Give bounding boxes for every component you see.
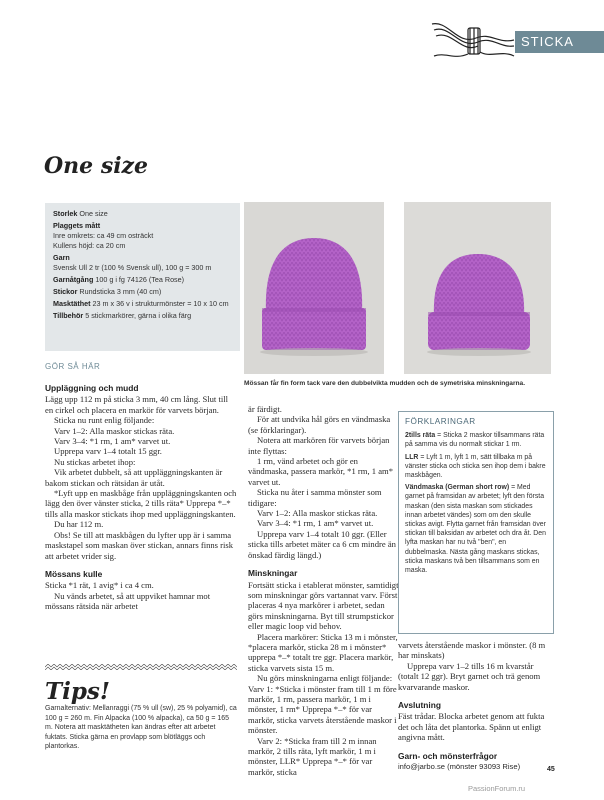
value: Inre omkrets: ca 49 cm osträckt	[53, 231, 154, 240]
paragraph: Sticka nu åter i samma mönster som tidigare:	[248, 487, 382, 508]
page-number: 45	[547, 766, 555, 773]
paragraph: Upprepa varv 1–4 totalt 15 ggr.	[54, 446, 162, 457]
hat-photo-side	[404, 202, 551, 374]
paragraph: Varv 3–4: *1 rm, 1 am* varvet ut.	[54, 436, 171, 447]
label: Tillbehör	[53, 311, 84, 320]
column-2	[248, 404, 400, 777]
paragraph: Upprepa varv 1–2 tills 16 m kvarstår (totalt 12 ggr). Bryt garnet och trä genom kvarvarande maskor.	[398, 660, 541, 692]
column-3	[398, 640, 554, 772]
paragraph: Fortsätt sticka i etablerat mönster, samtidigt som minskningar görs vartannat varv. Först placeras 4 nya markörer i arbetet, sedan görs minskningarna. Byt till strumpstickor eller magic loop vid behov.	[248, 579, 399, 632]
definition: = Sticka 2 maskor tillsammans räta på samma vis du normalt stickar 1 rm.	[405, 432, 545, 449]
label: Stickor	[53, 287, 78, 296]
paragraph: är färdigt.	[248, 404, 282, 414]
watermark: PassionForum.ru	[468, 784, 526, 793]
size-title: One size	[44, 153, 149, 179]
photo-caption: Mössan får fin form tack vare den dubbelvikta mudden och de symetriska minskningarna.	[244, 380, 526, 387]
definition: = Lyft 1 m, lyft 1 m, sätt tillbaka m på vänster sticka och sticka sen ihop dem i bakre maskbågen.	[405, 453, 546, 480]
paragraph: Notera att markören för varvets början inte flyttas:	[248, 435, 390, 456]
tips-title: Tips!	[45, 678, 110, 705]
explanations-box	[398, 411, 554, 634]
zigzag-divider	[45, 664, 237, 670]
value: Kullens höjd: ca 20 cm	[53, 241, 126, 250]
materials-box	[45, 203, 240, 351]
paragraph: Varv 1–2: Alla maskor stickas räta.	[257, 508, 378, 519]
paragraph: Placera markörer: Sticka 13 m i mönster, *placera markör, sticka 28 m i mönster* upprepa *–* totalt tre ggr. Placera markör, sticka varvets sista 15 m.	[248, 631, 398, 673]
term: 2tills räta	[405, 432, 436, 440]
paragraph: *Lyft upp en maskbåge från uppläggningskanten och lägg den över vänster sticka, 2 tills räta* Upprepa *–* tills alla maskor stickats ihop med uppläggningskanten.	[45, 488, 237, 519]
paragraph: Varv 3–4: *1 rm, 1 am* varvet ut.	[257, 518, 374, 529]
value: One size	[79, 209, 108, 218]
value: Svensk Ull 2 tr (100 % Svensk ull), 100 g = 300 m	[53, 263, 212, 272]
label: Garn	[53, 253, 70, 262]
section-heading: Garn- och mönsterfrågor	[398, 750, 498, 761]
term: Vändmaska (German short row)	[405, 484, 510, 492]
paragraph: Varv 2: *Sticka fram till 2 m innan markör, 2 tills räta, lyft markör, 1 m i mönster, LLR* Upprepa *–* för var markör, sticka	[248, 735, 377, 777]
label: Masktäthet	[53, 299, 91, 308]
paragraph: Varv 1: *Sticka i mönster fram till 1 m före markör, 1 rm, passera markör, 1 m i mönster, 1 rm* Upprepa *–* för var markör, sticka varvets återstående maskor i mönster.	[248, 683, 397, 736]
section-heading: Mössans kulle	[45, 568, 103, 579]
section-heading: Minskningar	[248, 568, 298, 579]
instructions-heading: GÖR SÅ HÄR	[45, 362, 101, 371]
paragraph: Fäst trådar. Blocka arbetet genom att fukta det och låta det plantorka. Spänn ut enligt angivna mått.	[398, 711, 545, 743]
paragraph: Nu görs minskningarna enligt följande:	[257, 673, 393, 684]
paragraph: Varv 1–2: Alla maskor stickas räta.	[54, 425, 175, 436]
explanations-title: FÖRKLARINGAR	[405, 417, 476, 426]
paragraph: Sticka *1 rät, 1 avig* i ca 4 cm.	[45, 580, 154, 591]
section-tag: STICKA	[515, 31, 604, 53]
paragraph: Vik arbetet dubbelt, så att uppläggningskanten är bakom stickan och rätsidan är utåt.	[45, 467, 223, 488]
contact-info: info@jarbo.se (mönster 93093 Rise)	[398, 762, 521, 772]
paragraph: Sticka nu runt enlig följande:	[54, 415, 155, 426]
paragraph: Upprepa varv 1–4 totalt 10 ggr. (Eller sticka tills arbetet mäter ca 6 cm mindre än önskad färdig längd.)	[248, 528, 396, 560]
paragraph: För att undvika hål görs en vändmaska (se förklaringar).	[248, 414, 391, 435]
section-heading: Uppläggning och mudd	[45, 383, 139, 393]
paragraph: Nu stickas arbetet ihop:	[54, 456, 136, 467]
value: Rundsticka 3 mm (40 cm)	[79, 287, 162, 296]
hat-photo-front	[244, 202, 384, 374]
yarn-skein-icon	[428, 16, 518, 66]
value: 5 stickmarkörer, gärna i olika färg	[85, 311, 192, 320]
term: LLR	[405, 453, 419, 461]
value: 100 g i fg 74126 (Tea Rose)	[95, 275, 185, 284]
label: Storlek	[53, 209, 78, 218]
paragraph: Lägg upp 112 m på sticka 3 mm, 40 cm lång. Slut till en cirkel och placera en markör för varvets början.	[45, 394, 228, 415]
value: 23 m x 36 v i strukturmönster = 10 x 10 cm	[92, 299, 229, 308]
label: Plaggets mått	[53, 221, 101, 230]
paragraph: 1 rm, vänd arbetet och gör en vändmaska, passera markör, *1 rm, 1 am* varvet ut.	[248, 456, 393, 487]
paragraph: Du har 112 m.	[54, 519, 104, 530]
paragraph: Obs! Se till att maskbågen du lyfter upp är i samma maskstapel som maskan över stickan, annars finns risk att arbetet vrider sig.	[45, 529, 234, 561]
tips-text: Garnalternativ: Mellanraggi (75 % ull (sw), 25 % polyamid), ca 100 g = 260 m. Fin Alpacka (100 % alpacka), ca 50 g = 165 m. Notera att masktätheten kan ändras efter att arbetet fuktats. Sticka gärna en provlapp som blötläggs och plantorkas.	[45, 705, 237, 751]
section-heading: Avslutning	[398, 700, 441, 711]
paragraph: Nu vänds arbetet, så att uppviket hamnar mot mössans rätsida när arbetet	[45, 590, 211, 612]
column-1	[45, 383, 237, 612]
definition: = Med garnet på framsidan av arbetet; lyft den första maskan (den sista maskan som stickades innan arbetet vändes) som om den skulle stickas avigt. Flytta garnet från framsidan över stickan till baksidan av arbetet och dra åt. Den lyfta maskan har nu två "ben", en dubbelmaska. Nästa gång maskans stickas, sticka maskans två ben tillsammans som en maska.	[405, 484, 546, 575]
paragraph: varvets återstående maskor i mönster. (8 m har minskats)	[398, 640, 546, 661]
label: Garnåtgång	[53, 275, 94, 284]
